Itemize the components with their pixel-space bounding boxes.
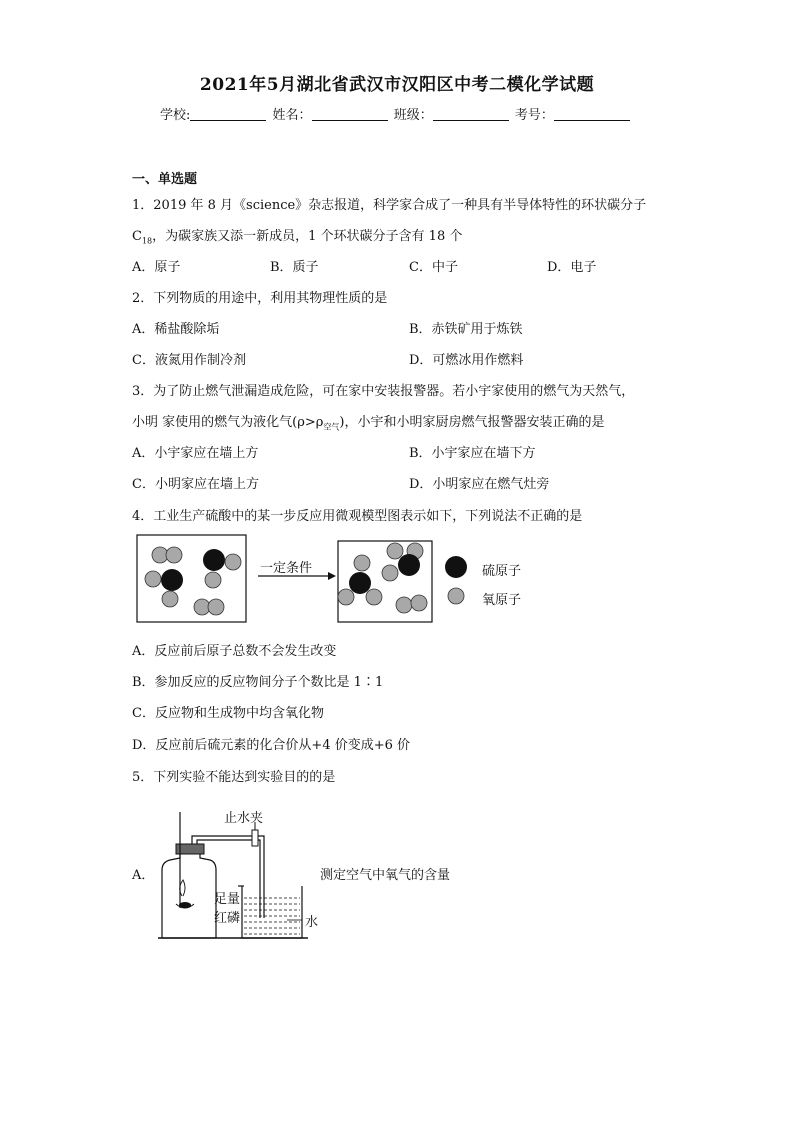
q5-option-a-letter[interactable]: A． bbox=[132, 868, 155, 883]
q1-stem-line2 bbox=[132, 225, 462, 246]
q4-option-b[interactable]: B．参加反应的反应物间分子个数比是 1∶1 bbox=[132, 675, 384, 690]
q1-carbon-symbol: C bbox=[132, 229, 142, 244]
class-blank[interactable] bbox=[433, 107, 509, 121]
oxygen-atom bbox=[396, 597, 412, 613]
page-title: 2021年5月湖北省武汉市汉阳区中考二模化学试题 bbox=[199, 75, 595, 95]
gas-bottle bbox=[162, 850, 216, 938]
q4-option-d[interactable]: D．反应前后硫元素的化合价从+4 价变成+6 价 bbox=[132, 738, 411, 753]
q2-stem: 2．下列物质的用途中，利用其物理性质的是 bbox=[132, 291, 388, 306]
q1-stem-line2-rest: ，为碳家族又添一新成员，1 个环状碳分子含有 18 个 bbox=[152, 229, 463, 244]
exam-no-label: 考号： bbox=[514, 108, 554, 123]
q3-option-b[interactable]: B．小宇家应在墙下方 bbox=[409, 446, 536, 461]
reaction-condition-label: 一定条件 bbox=[260, 561, 313, 576]
q3-option-c[interactable]: C．小明家应在墙上方 bbox=[132, 477, 259, 492]
q1-carbon-subscript: 18 bbox=[141, 236, 153, 246]
red-phosphorus bbox=[179, 902, 191, 908]
oxygen-atom bbox=[387, 543, 403, 559]
sulfur-atom bbox=[203, 549, 225, 571]
phosphorus-label-line2: 红磷 bbox=[214, 911, 241, 926]
q4-option-a[interactable]: A．反应前后原子总数不会发生改变 bbox=[132, 644, 337, 659]
q3-option-a[interactable]: A．小宇家应在墙上方 bbox=[132, 446, 259, 461]
q5-option-a-caption: 测定空气中氧气的含量 bbox=[320, 868, 451, 883]
oxygen-atom bbox=[225, 554, 241, 570]
clamp-label: 止水夹 bbox=[224, 811, 264, 826]
q5-stem: 5．下列实验不能达到实验目的的是 bbox=[132, 770, 336, 785]
exam-no-blank[interactable] bbox=[554, 107, 630, 121]
q4-option-c[interactable]: C．反应物和生成物中均含氧化物 bbox=[132, 706, 324, 721]
oxygen-atom bbox=[208, 599, 224, 615]
sulfur-atom bbox=[398, 554, 420, 576]
water-lines bbox=[244, 898, 300, 934]
name-blank[interactable] bbox=[312, 107, 388, 121]
q2-option-c[interactable]: C．液氮用作制冷剂 bbox=[132, 353, 246, 368]
oxygen-atom bbox=[145, 571, 161, 587]
sulfur-atom bbox=[161, 569, 183, 591]
oxygen-atom bbox=[366, 589, 382, 605]
sulfur-atom bbox=[349, 572, 371, 594]
beaker bbox=[242, 886, 302, 938]
q3-stem-line2-prefix: 小明 家使用的燃气为液化气(ρ>ρ bbox=[132, 415, 324, 430]
oxygen-atom bbox=[166, 547, 182, 563]
phosphorus-label-line1: 足量 bbox=[214, 892, 241, 907]
class-label: 班级： bbox=[393, 108, 433, 123]
q3-air-subscript: 空气 bbox=[323, 422, 340, 432]
q1-stem-line1: 1．2019 年 8 月《science》杂志报道，科学家合成了一种具有半导体特性的环状碳分子 bbox=[132, 198, 647, 213]
legend-sulfur-icon bbox=[445, 556, 467, 578]
q4-stem: 4．工业生产硫酸中的某一步反应用微观模型图表示如下，下列说法不正确的是 bbox=[132, 509, 583, 524]
oxygen-atom bbox=[205, 572, 221, 588]
q3-option-d[interactable]: D．小明家应在燃气灶旁 bbox=[409, 477, 550, 492]
section-title: 一、单选题 bbox=[132, 172, 198, 187]
q1-option-d[interactable]: D．电子 bbox=[547, 260, 597, 275]
reaction-model-svg bbox=[136, 533, 536, 627]
school-label: 学校: bbox=[160, 108, 191, 123]
q1-option-c[interactable]: C．中子 bbox=[409, 260, 458, 275]
q3-stem-line2 bbox=[132, 411, 604, 433]
reaction-model-diagram bbox=[136, 533, 536, 627]
oxygen-atom bbox=[354, 555, 370, 571]
oxygen-atom bbox=[162, 591, 178, 607]
q3-stem-line1: 3．为了防止燃气泄漏造成危险，可在家中安装报警器。若小宇家使用的燃气为天然气， bbox=[132, 384, 635, 399]
oxygen-atom bbox=[411, 595, 427, 611]
q1-option-a[interactable]: A．原子 bbox=[132, 260, 181, 275]
reaction-arrow-head bbox=[328, 572, 336, 580]
oxygen-atom bbox=[338, 589, 354, 605]
oxygen-measurement-apparatus bbox=[152, 800, 322, 942]
student-info-line bbox=[160, 104, 632, 123]
school-blank[interactable] bbox=[190, 107, 266, 121]
q2-option-d[interactable]: D．可燃冰用作燃料 bbox=[409, 353, 524, 368]
legend-sulfur-label: 硫原子 bbox=[482, 564, 522, 579]
oxygen-atom bbox=[382, 565, 398, 581]
q3-stem-line2-rest: )，小宇和小明家厨房燃气报警器安装正确的是 bbox=[339, 415, 605, 430]
name-label: 姓名： bbox=[272, 108, 312, 123]
water-clamp bbox=[252, 830, 258, 846]
legend-oxygen-icon bbox=[448, 588, 464, 604]
legend-oxygen-label: 氧原子 bbox=[482, 593, 522, 608]
q2-option-a[interactable]: A．稀盐酸除垢 bbox=[132, 322, 220, 337]
q1-option-b[interactable]: B．质子 bbox=[270, 260, 319, 275]
water-label: 水 bbox=[305, 915, 319, 930]
q2-option-b[interactable]: B．赤铁矿用于炼铁 bbox=[409, 322, 523, 337]
